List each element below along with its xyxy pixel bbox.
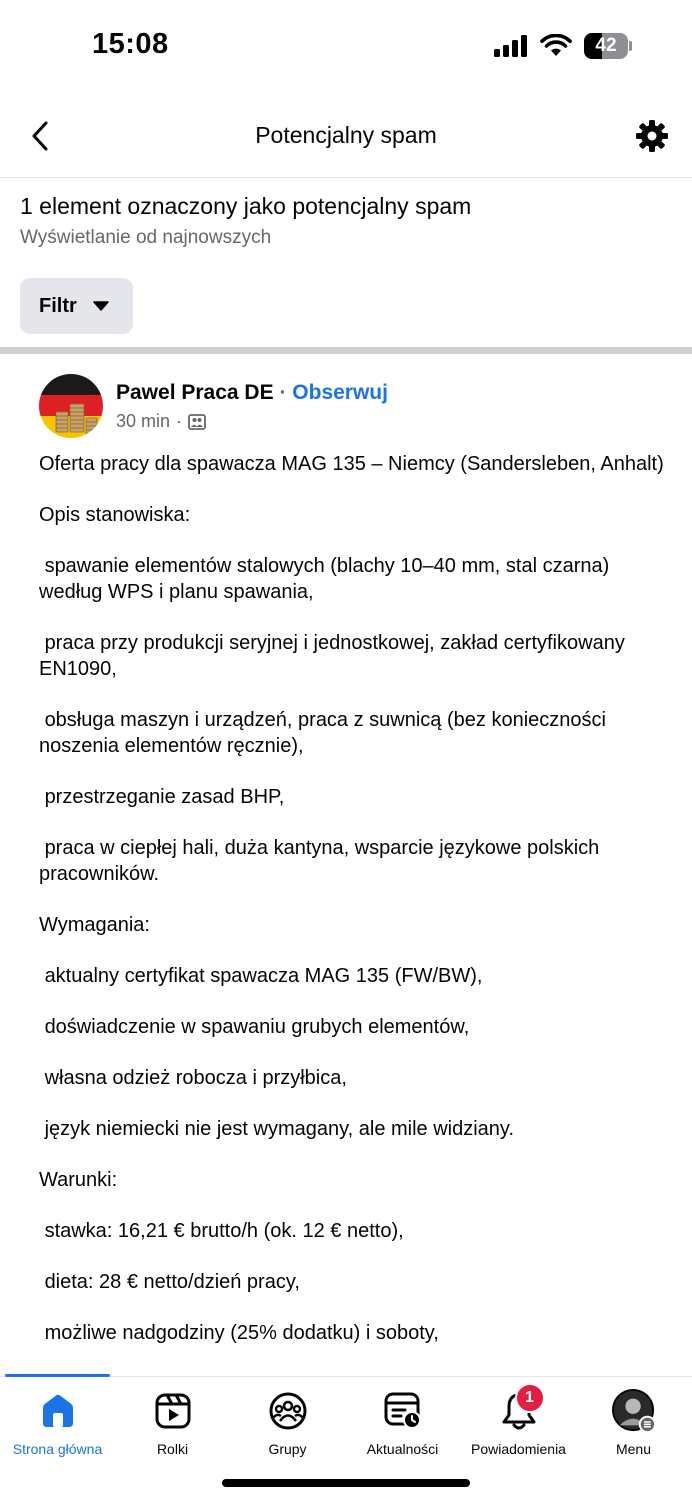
- cellular-signal-icon: [494, 35, 528, 57]
- sort-order-label: Wyświetlanie od najnowszych: [20, 227, 272, 248]
- post-paragraph: własna odzież robocza i przyłbica,: [39, 1067, 347, 1089]
- tab-groups[interactable]: [230, 1389, 345, 1457]
- feeds-icon: [383, 1391, 423, 1431]
- home-icon: [39, 1392, 77, 1430]
- meta-separator: ·: [176, 411, 183, 431]
- tab-notifications[interactable]: [461, 1389, 576, 1457]
- page-header: [0, 96, 692, 178]
- post-paragraph: praca w ciepłej hali, duża kantyna, wsparcie językowe polskich pracowników.: [39, 837, 605, 885]
- status-bar: [0, 0, 692, 96]
- battery-level: 42: [595, 35, 617, 56]
- flag-coins-avatar-icon: [39, 374, 103, 438]
- post-paragraph: dieta: 28 € netto/dzień pracy,: [39, 1271, 300, 1293]
- author-avatar[interactable]: [39, 374, 103, 438]
- tab-reels-label: Rolki: [156, 1441, 189, 1457]
- post-paragraph: praca przy produkcji seryjnej i jednostkowej, zakład certyfikowany EN1090,: [39, 632, 631, 680]
- author-name[interactable]: Pawel Praca DE: [116, 381, 274, 404]
- spam-summary-title: 1 element oznaczony jako potencjalny spam: [20, 193, 472, 219]
- author-separator: ·: [279, 381, 287, 404]
- post-body: [39, 451, 669, 1371]
- filter-button[interactable]: [20, 278, 133, 334]
- tab-groups-label: Grupy: [268, 1441, 307, 1457]
- active-tab-indicator: [5, 1374, 110, 1377]
- tab-home[interactable]: [0, 1389, 115, 1457]
- post-paragraph: Warunki:: [39, 1169, 118, 1191]
- follow-link[interactable]: Obserwuj: [292, 381, 388, 404]
- battery-indicator: [584, 33, 632, 59]
- tab-menu-label: Menu: [615, 1441, 652, 1457]
- reels-icon: [154, 1392, 192, 1430]
- status-icons: [494, 33, 632, 59]
- tab-menu[interactable]: [576, 1389, 691, 1457]
- post-paragraph: Wymagania:: [39, 914, 150, 936]
- tab-home-label: Strona główna: [12, 1441, 103, 1457]
- tab-feeds-label: Aktualności: [366, 1441, 439, 1457]
- gear-icon: [635, 119, 669, 153]
- post-paragraph: Oferta pracy dla spawacza MAG 135 – Niemcy (Sandersleben, Anhalt): [39, 453, 664, 475]
- groups-icon: [268, 1391, 308, 1431]
- post-meta: [116, 411, 206, 432]
- page-title: Potencjalny spam: [255, 122, 437, 148]
- post-paragraph: aktualny certyfikat spawacza MAG 135 (FW/BW),: [39, 965, 483, 987]
- home-indicator: [222, 1479, 470, 1487]
- post-paragraph: język niemiecki nie jest wymagany, ale mile widziany.: [39, 1118, 514, 1140]
- post-paragraph: obsługa maszyn i urządzeń, praca z suwnicą (bez konieczności noszenia elementów ręcznie),: [39, 709, 612, 757]
- filter-label: Filtr: [39, 294, 77, 317]
- post-paragraph: spawanie elementów stalowych (blachy 10–40 mm, stal czarna) według WPS i planu spawania,: [39, 555, 615, 603]
- post-paragraph: przestrzeganie zasad BHP,: [39, 786, 285, 808]
- settings-button[interactable]: [632, 116, 672, 156]
- post-paragraph: możliwe nadgodziny (25% dodatku) i soboty,: [39, 1322, 439, 1344]
- post-paragraph: doświadczenie w spawaniu grubych elementów,: [39, 1016, 470, 1038]
- notification-badge: 1: [515, 1383, 545, 1413]
- wifi-icon: [540, 34, 572, 58]
- author-line: [116, 381, 388, 405]
- caret-down-icon: [93, 301, 109, 311]
- section-divider: [0, 347, 692, 354]
- group-audience-icon: [188, 414, 206, 430]
- tab-feeds[interactable]: [345, 1389, 460, 1457]
- tab-notifications-label: Powiadomienia: [471, 1441, 566, 1457]
- tab-reels[interactable]: [115, 1389, 230, 1457]
- profile-avatar-icon: [612, 1388, 656, 1434]
- post-time[interactable]: 30 min: [116, 411, 171, 431]
- post-paragraph: stawka: 16,21 € brutto/h (ok. 12 € netto),: [39, 1220, 404, 1242]
- post-paragraph: Opis stanowiska:: [39, 504, 191, 526]
- status-time: 15:08: [92, 28, 169, 60]
